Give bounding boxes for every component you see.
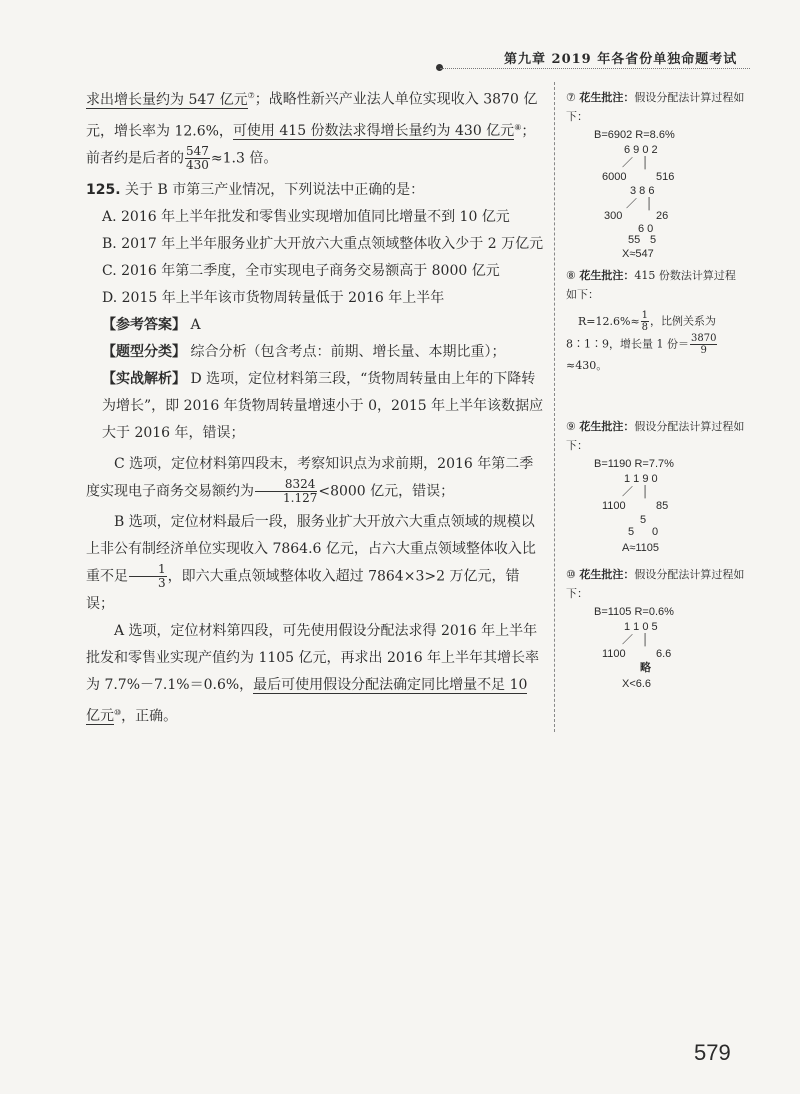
n8-frac2-num: 3870 [691, 333, 717, 344]
main-text [86, 82, 544, 730]
analysis-b-text-2: ，即六大重点领域整体收入超过 7864×3>2 万亿元，错误； [86, 568, 520, 612]
ratio-fraction [185, 145, 210, 172]
fraction-denominator: 430 [186, 158, 209, 173]
tree7-left2: 300 [604, 210, 623, 222]
question-number: 125. [86, 181, 121, 198]
tree7-left3: 55 [628, 234, 641, 246]
tree10-base: 1 1 0 5 [624, 621, 658, 633]
intro-text-5: ≈1.3 倍。 [210, 150, 278, 167]
tree7-base: 6 9 0 2 [624, 144, 658, 156]
tree9-right: 85 [656, 500, 669, 512]
note-10-title: 花生批注： [579, 568, 635, 581]
analysis-d-text: D 选项，定位材料第三段，“货物周转量由上年的下降转为增长”，即 2016 年货物周转量增速小于 0，2015 年上半年该数据应大于 2016 年，错误； [102, 370, 544, 441]
tree9-result: A≈1105 [622, 542, 660, 554]
tree9-right2: 0 [652, 526, 659, 538]
analysis-label: 【实战解析】 [102, 370, 186, 387]
n8-frac2-den: 9 [700, 345, 707, 356]
note-9-head [566, 417, 746, 455]
note-8-line1b: ，比例关系为 8∶1∶9，增长量 1 份＝ [566, 314, 717, 351]
note-ref-10: ⑩ [114, 707, 122, 717]
note-8-fraction [641, 310, 649, 333]
note-8-head [566, 266, 746, 304]
tree10-header: B=1105 R=0.6% [594, 606, 674, 618]
analysis-c-text-1: C 选项，定位材料第四段末，考察知识点为求前期，2016 年第二季度实现电子商务交易额约为 [86, 455, 534, 500]
option-d: D. 2015 年上半年该市货物周转量低于 2016 年上半年 [102, 289, 445, 306]
tree7-right3: 5 [650, 234, 657, 246]
tree10-left: 1100 [602, 648, 626, 660]
answer-label: 【参考答案】 [102, 316, 186, 333]
note-8-line1: R=12.6%≈ [578, 314, 640, 328]
note-7-num: ⑦ [566, 91, 576, 104]
note-8-text: 415 份数法计算过程如下： [566, 269, 736, 301]
tree7-branch2: ／ │ [626, 198, 654, 210]
analysis-b-fraction [129, 563, 167, 590]
note-7-title: 花生批注： [579, 91, 635, 104]
chapter-header: 第九章 2019 年各省份单独命题考试 [504, 52, 738, 67]
tree7-header: B=6902 R=8.6% [594, 129, 675, 141]
intro-underlined-2: 可使用 415 份数法求得增长量约为 430 亿元 [232, 123, 515, 140]
question-stem [86, 177, 544, 204]
analysis-a-text-3: ，正确。 [121, 708, 178, 725]
tree7-result: X≈547 [622, 248, 654, 260]
analysis-d [86, 366, 544, 447]
note-9-title: 花生批注： [579, 420, 635, 433]
tree10-omit: 略 [640, 662, 651, 674]
note-8-num: ⑧ [566, 269, 576, 282]
analysis-c-text-2: <8000 亿元，错误； [318, 483, 455, 500]
header-rule [440, 68, 750, 69]
analysis-c [86, 451, 544, 506]
note-ref-8: ⑧ [514, 122, 522, 132]
c-fraction-numerator: 8324 [255, 478, 317, 492]
note-9-num: ⑨ [566, 420, 576, 433]
c-fraction-denominator: 1.127 [283, 490, 318, 505]
tree9-base: 1 1 9 0 [624, 473, 658, 485]
note-ref-7: ⑦ [247, 91, 255, 100]
intro-paragraph [86, 82, 544, 173]
answer-line [86, 312, 544, 339]
analysis-a-underlined: 最后可使用假设分配法确定同比增量不足 10 亿元 [86, 676, 528, 725]
intro-text-2: ；战略性新兴产业法人单位实现收入 3870 亿元，增长率为 12.6%， [86, 91, 538, 140]
tree7-level2: 3 8 6 [630, 185, 655, 197]
tree7-level3: 6 0 [638, 223, 654, 235]
page-number: 579 [694, 1040, 731, 1065]
note-9-tree [594, 455, 724, 561]
tree10-result: X<6.6 [622, 678, 652, 690]
tree9-header: B=1190 R=7.7% [594, 458, 674, 470]
type-line [86, 339, 544, 366]
note-7-tree [594, 126, 724, 260]
note-7-head [566, 88, 746, 126]
type-label: 【题型分类】 [102, 343, 186, 360]
tree10-branch: ／ │ [622, 634, 650, 646]
intro-text-4: ；前者约是后者的 [86, 123, 536, 167]
option-a: A. 2016 年上半年批发和零售业实现增加值同比增量不到 10 亿元 [102, 208, 510, 225]
fraction-numerator: 547 [186, 144, 209, 159]
note-10-head [566, 565, 746, 603]
note-7-text: 假设分配法计算过程如下： [566, 91, 745, 123]
note-8-line2: ≈430。 [566, 359, 608, 372]
question-text: 关于 B 市第三产业情况，下列说法中正确的是： [125, 181, 425, 198]
answer-value: A [190, 316, 201, 333]
note-8-body [566, 310, 746, 375]
note-9-text: 假设分配法计算过程如下： [566, 420, 745, 452]
note-10-tree [594, 603, 724, 693]
analysis-a-text-1: A 选项，定位材料第四段，可先使用假设分配法求得 2016 年上半年批发和零售业实现产值约为 1105 亿元，再求出 2016 年上半年其增长率为 7.7%－7.1%＝0.6%， [86, 622, 540, 693]
note-10-text: 假设分配法计算过程如下： [566, 568, 745, 600]
b-fraction-numerator: 1 [129, 563, 167, 577]
analysis-c-fraction [255, 478, 317, 505]
side-notes [566, 88, 746, 693]
note-8-title: 花生批注： [579, 269, 635, 282]
tree9-left: 1100 [602, 500, 626, 512]
option-c: C. 2016 年第二季度，全市实现电子商务交易额高于 8000 亿元 [102, 262, 500, 279]
analysis-b [86, 509, 544, 618]
note-10-num: ⑩ [566, 568, 576, 581]
analysis-a [86, 618, 544, 731]
tree9-branch: ／ │ [622, 486, 650, 498]
tree9-level2: 5 [640, 514, 647, 526]
tree7-branch: ／ │ [622, 157, 650, 169]
n8-frac-num: 1 [641, 310, 649, 321]
type-value: 综合分析（包含考点：前期、增长量、本期比重）； [190, 343, 506, 360]
tree9-left2: 5 [628, 526, 635, 538]
analysis-b-text-1: B 选项，定位材料最后一段，服务业扩大开放六大重点领域的规模以上非公有制经济单位实现收入 7864.6 亿元，占六大重点领域整体收入比重不足 [86, 514, 536, 585]
n8-frac-den: 8 [641, 322, 649, 333]
tree10-right: 6.6 [656, 648, 672, 660]
tree7-right2: 26 [656, 210, 669, 222]
b-fraction-denominator: 3 [158, 576, 166, 591]
intro-underlined-1: 求出增长量约为 547 亿元 [86, 91, 248, 108]
option-b: B. 2017 年上半年服务业扩大开放六大重点领域整体收入少于 2 万亿元 [102, 235, 544, 252]
note-8-fraction2 [690, 333, 717, 356]
tree7-left: 6000 [602, 171, 627, 183]
tree7-right: 516 [656, 171, 675, 183]
